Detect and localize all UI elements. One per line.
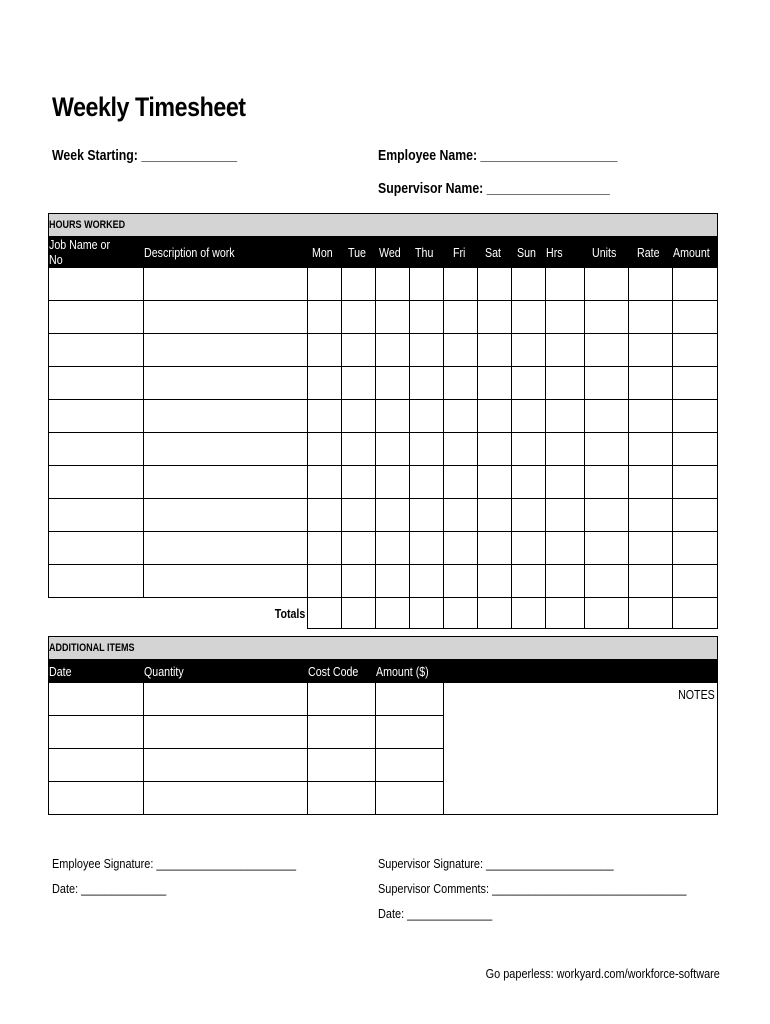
totals-label: Totals <box>274 605 305 621</box>
col-hrs: Hrs <box>546 237 585 268</box>
hours-worked-table <box>48 213 718 629</box>
hours-entry-cell[interactable] <box>673 367 718 400</box>
hours-entry-cell[interactable] <box>673 466 718 499</box>
hours-entry-cell[interactable] <box>342 400 376 433</box>
col-fri: Fri <box>444 237 478 268</box>
hours-entry-cell[interactable] <box>410 334 444 367</box>
hours-entry-cell[interactable] <box>629 565 673 598</box>
hours-entry-cell[interactable] <box>376 400 410 433</box>
hours-entry-cell[interactable] <box>444 367 478 400</box>
hours-entry-cell[interactable] <box>376 268 410 301</box>
hours-entry-cell[interactable] <box>585 499 629 532</box>
hours-entry-cell[interactable] <box>512 499 546 532</box>
hours-entry-cell[interactable] <box>308 367 342 400</box>
hours-entry-cell[interactable] <box>308 334 342 367</box>
hours-entry-cell[interactable] <box>585 367 629 400</box>
additional-items-table <box>48 636 718 815</box>
hours-entry-cell[interactable] <box>673 268 718 301</box>
hours-entry-cell[interactable] <box>342 466 376 499</box>
notes-label: NOTES <box>678 687 716 702</box>
supervisor-comments-field[interactable] <box>378 881 686 896</box>
additional-item-cell[interactable] <box>376 683 444 716</box>
hours-entry-cell[interactable] <box>478 301 512 334</box>
hours-table-row <box>49 301 718 334</box>
hours-entry-cell[interactable] <box>546 565 585 598</box>
hours-entry-cell[interactable] <box>585 433 629 466</box>
hours-entry-cell[interactable] <box>144 301 308 334</box>
supervisor-signature-field[interactable] <box>378 856 614 871</box>
hours-entry-cell[interactable] <box>308 268 342 301</box>
hours-entry-cell[interactable] <box>342 334 376 367</box>
employee-name-field[interactable] <box>378 147 617 164</box>
hours-entry-cell[interactable] <box>308 400 342 433</box>
employee-date-blank: ______________ <box>81 881 167 896</box>
hours-entry-cell[interactable] <box>144 400 308 433</box>
hours-entry-cell[interactable] <box>410 400 444 433</box>
additional-item-cell[interactable] <box>308 749 376 782</box>
hours-entry-cell[interactable] <box>308 499 342 532</box>
hours-entry-cell[interactable] <box>478 367 512 400</box>
additional-item-cell[interactable] <box>308 782 376 815</box>
hours-table-row <box>49 400 718 433</box>
hours-table-row <box>49 334 718 367</box>
hours-table-row <box>49 499 718 532</box>
hours-entry-cell[interactable] <box>342 499 376 532</box>
col-units: Units <box>585 237 629 268</box>
hours-entry-cell[interactable] <box>629 268 673 301</box>
hours-entry-cell[interactable] <box>444 268 478 301</box>
hours-entry-cell[interactable] <box>410 499 444 532</box>
hours-table-row <box>49 565 718 598</box>
hours-entry-cell[interactable] <box>512 565 546 598</box>
hours-entry-cell[interactable] <box>410 466 444 499</box>
hours-entry-cell[interactable] <box>308 301 342 334</box>
supervisor-comments-label: Supervisor Comments: <box>378 881 490 896</box>
col-date: Date <box>49 660 144 683</box>
hours-entry-cell[interactable] <box>410 367 444 400</box>
employee-name-label: Employee Name: <box>378 147 478 164</box>
hours-entry-cell[interactable] <box>585 334 629 367</box>
hours-entry-cell[interactable] <box>144 334 308 367</box>
additional-items-section-row <box>49 637 718 660</box>
hours-entry-cell[interactable] <box>410 301 444 334</box>
hours-entry-cell[interactable] <box>144 466 308 499</box>
totals-cell[interactable] <box>376 598 410 629</box>
hours-entry-cell[interactable] <box>546 532 585 565</box>
hours-entry-cell[interactable] <box>673 532 718 565</box>
hours-entry-cell[interactable] <box>376 499 410 532</box>
hours-entry-cell[interactable] <box>444 499 478 532</box>
supervisor-date-blank: ______________ <box>407 906 493 921</box>
hours-entry-cell[interactable] <box>144 268 308 301</box>
hours-entry-cell[interactable] <box>410 565 444 598</box>
hours-worked-section-label: HOURS WORKED <box>49 214 718 237</box>
additional-items-header-row <box>49 660 718 683</box>
week-starting-blank: ______________ <box>141 147 238 164</box>
hours-entry-cell[interactable] <box>376 301 410 334</box>
hours-entry-cell[interactable] <box>444 433 478 466</box>
hours-table-row <box>49 268 718 301</box>
hours-entry-cell[interactable] <box>49 334 144 367</box>
supervisor-signature-blank: _____________________ <box>486 856 614 871</box>
notes-area[interactable] <box>444 683 718 815</box>
hours-entry-cell[interactable] <box>546 301 585 334</box>
hours-entry-cell[interactable] <box>49 466 144 499</box>
hours-entry-cell[interactable] <box>673 301 718 334</box>
hours-entry-cell[interactable] <box>585 532 629 565</box>
hours-entry-cell[interactable] <box>49 565 144 598</box>
hours-entry-cell[interactable] <box>546 433 585 466</box>
hours-entry-cell[interactable] <box>376 433 410 466</box>
hours-entry-cell[interactable] <box>49 433 144 466</box>
hours-entry-cell[interactable] <box>376 466 410 499</box>
hours-entry-cell[interactable] <box>444 301 478 334</box>
additional-item-cell[interactable] <box>308 683 376 716</box>
hours-entry-cell[interactable] <box>585 400 629 433</box>
supervisor-date-field[interactable] <box>378 906 492 921</box>
hours-entry-cell[interactable] <box>512 268 546 301</box>
additional-items-section-label: ADDITIONAL ITEMS <box>49 637 718 660</box>
additional-item-cell[interactable] <box>376 782 444 815</box>
hours-entry-cell[interactable] <box>342 532 376 565</box>
hours-entry-cell[interactable] <box>629 334 673 367</box>
page-title: Weekly Timesheet <box>52 92 246 122</box>
hours-worked-header-row <box>49 237 718 268</box>
hours-entry-cell[interactable] <box>512 367 546 400</box>
hours-entry-cell[interactable] <box>478 466 512 499</box>
totals-cell[interactable] <box>410 598 444 629</box>
hours-entry-cell[interactable] <box>629 400 673 433</box>
employee-date-label: Date: <box>52 881 79 896</box>
col-rate: Rate <box>629 237 673 268</box>
hours-entry-cell[interactable] <box>585 301 629 334</box>
employee-date-field[interactable] <box>52 881 166 896</box>
hours-entry-cell[interactable] <box>673 499 718 532</box>
hours-entry-cell[interactable] <box>342 268 376 301</box>
supervisor-name-blank: __________________ <box>486 180 610 197</box>
employee-signature-blank: _______________________ <box>156 856 297 871</box>
hours-entry-cell[interactable] <box>410 433 444 466</box>
hours-entry-cell[interactable] <box>512 334 546 367</box>
hours-entry-cell[interactable] <box>376 367 410 400</box>
hours-table-row <box>49 466 718 499</box>
col-job-name: Job Name or No <box>49 237 144 268</box>
col-notes-header <box>444 660 718 683</box>
hours-entry-cell[interactable] <box>673 334 718 367</box>
supervisor-name-label: Supervisor Name: <box>378 180 484 197</box>
col-cost-code: Cost Code <box>308 660 376 683</box>
hours-entry-cell[interactable] <box>673 565 718 598</box>
employee-signature-label: Employee Signature: <box>52 856 154 871</box>
week-starting-field[interactable] <box>52 147 237 164</box>
hours-entry-cell[interactable] <box>585 466 629 499</box>
hours-entry-cell[interactable] <box>546 334 585 367</box>
hours-entry-cell[interactable] <box>376 334 410 367</box>
additional-item-cell[interactable] <box>376 749 444 782</box>
supervisor-date-label: Date: <box>378 906 405 921</box>
totals-cell[interactable] <box>478 598 512 629</box>
col-description: Description of work <box>144 237 308 268</box>
totals-row <box>49 598 718 629</box>
hours-entry-cell[interactable] <box>512 400 546 433</box>
hours-entry-cell[interactable] <box>376 532 410 565</box>
hours-entry-cell[interactable] <box>144 367 308 400</box>
employee-signature-field[interactable] <box>52 856 296 871</box>
col-sat: Sat <box>478 237 512 268</box>
hours-entry-cell[interactable] <box>546 268 585 301</box>
hours-entry-cell[interactable] <box>144 565 308 598</box>
week-starting-label: Week Starting: <box>52 147 138 164</box>
hours-entry-cell[interactable] <box>376 565 410 598</box>
hours-entry-cell[interactable] <box>478 334 512 367</box>
col-wed: Wed <box>376 237 410 268</box>
hours-entry-cell[interactable] <box>444 532 478 565</box>
totals-cell[interactable] <box>308 598 342 629</box>
hours-entry-cell[interactable] <box>629 532 673 565</box>
hours-entry-cell[interactable] <box>342 565 376 598</box>
hours-entry-cell[interactable] <box>444 334 478 367</box>
additional-item-cell[interactable] <box>49 782 144 815</box>
hours-entry-cell[interactable] <box>546 367 585 400</box>
hours-entry-cell[interactable] <box>308 532 342 565</box>
hours-entry-cell[interactable] <box>49 268 144 301</box>
supervisor-name-field[interactable] <box>378 180 610 197</box>
hours-entry-cell[interactable] <box>144 532 308 565</box>
supervisor-signature-label: Supervisor Signature: <box>378 856 484 871</box>
hours-entry-cell[interactable] <box>673 400 718 433</box>
additional-item-cell[interactable] <box>376 716 444 749</box>
hours-entry-cell[interactable] <box>629 499 673 532</box>
hours-entry-cell[interactable] <box>629 433 673 466</box>
hours-table-row <box>49 532 718 565</box>
hours-entry-cell[interactable] <box>49 367 144 400</box>
totals-cell[interactable] <box>444 598 478 629</box>
additional-item-cell[interactable] <box>49 716 144 749</box>
additional-item-cell[interactable] <box>49 683 144 716</box>
supervisor-comments-blank: ________________________________ <box>492 881 687 896</box>
col-thu: Thu <box>410 237 444 268</box>
hours-entry-cell[interactable] <box>308 433 342 466</box>
totals-cell[interactable] <box>546 598 585 629</box>
additional-item-cell[interactable] <box>144 749 308 782</box>
hours-table-row <box>49 367 718 400</box>
hours-entry-cell[interactable] <box>478 499 512 532</box>
hours-entry-cell[interactable] <box>478 268 512 301</box>
hours-entry-cell[interactable] <box>49 532 144 565</box>
hours-entry-cell[interactable] <box>546 400 585 433</box>
additional-item-cell[interactable] <box>144 683 308 716</box>
totals-cell[interactable] <box>512 598 546 629</box>
hours-entry-cell[interactable] <box>444 466 478 499</box>
hours-entry-cell[interactable] <box>512 433 546 466</box>
hours-entry-cell[interactable] <box>342 367 376 400</box>
hours-table-row <box>49 433 718 466</box>
hours-entry-cell[interactable] <box>629 367 673 400</box>
additional-item-cell[interactable] <box>49 749 144 782</box>
hours-entry-cell[interactable] <box>49 499 144 532</box>
col-tue: Tue <box>342 237 376 268</box>
hours-entry-cell[interactable] <box>144 433 308 466</box>
col-amount: Amount <box>673 237 718 268</box>
totals-cell[interactable] <box>585 598 629 629</box>
totals-cell[interactable] <box>673 598 718 629</box>
col-mon: Mon <box>308 237 342 268</box>
totals-cell[interactable] <box>629 598 673 629</box>
hours-entry-cell[interactable] <box>478 400 512 433</box>
footer-link[interactable]: Go paperless: workyard.com/workforce-software <box>485 966 720 981</box>
additional-items-row <box>49 683 718 716</box>
hours-entry-cell[interactable] <box>144 499 308 532</box>
col-amount-dollars: Amount ($) <box>376 660 444 683</box>
hours-entry-cell[interactable] <box>478 565 512 598</box>
hours-entry-cell[interactable] <box>629 301 673 334</box>
hours-entry-cell[interactable] <box>585 565 629 598</box>
hours-entry-cell[interactable] <box>673 433 718 466</box>
hours-entry-cell[interactable] <box>49 400 144 433</box>
hours-entry-cell[interactable] <box>546 499 585 532</box>
col-quantity: Quantity <box>144 660 308 683</box>
hours-entry-cell[interactable] <box>308 466 342 499</box>
hours-entry-cell[interactable] <box>410 532 444 565</box>
employee-name-blank: ____________________ <box>480 147 618 164</box>
col-sun: Sun <box>512 237 546 268</box>
additional-item-cell[interactable] <box>308 716 376 749</box>
hours-entry-cell[interactable] <box>410 268 444 301</box>
hours-entry-cell[interactable] <box>444 400 478 433</box>
hours-entry-cell[interactable] <box>512 301 546 334</box>
totals-cell[interactable] <box>342 598 376 629</box>
hours-entry-cell[interactable] <box>512 532 546 565</box>
hours-entry-cell[interactable] <box>444 565 478 598</box>
additional-item-cell[interactable] <box>144 716 308 749</box>
hours-entry-cell[interactable] <box>629 466 673 499</box>
hours-entry-cell[interactable] <box>585 268 629 301</box>
hours-entry-cell[interactable] <box>49 301 144 334</box>
hours-entry-cell[interactable] <box>342 433 376 466</box>
hours-entry-cell[interactable] <box>342 301 376 334</box>
hours-entry-cell[interactable] <box>308 565 342 598</box>
hours-entry-cell[interactable] <box>478 433 512 466</box>
hours-entry-cell[interactable] <box>478 532 512 565</box>
hours-worked-section-row <box>49 214 718 237</box>
additional-item-cell[interactable] <box>144 782 308 815</box>
hours-entry-cell[interactable] <box>546 466 585 499</box>
hours-entry-cell[interactable] <box>512 466 546 499</box>
